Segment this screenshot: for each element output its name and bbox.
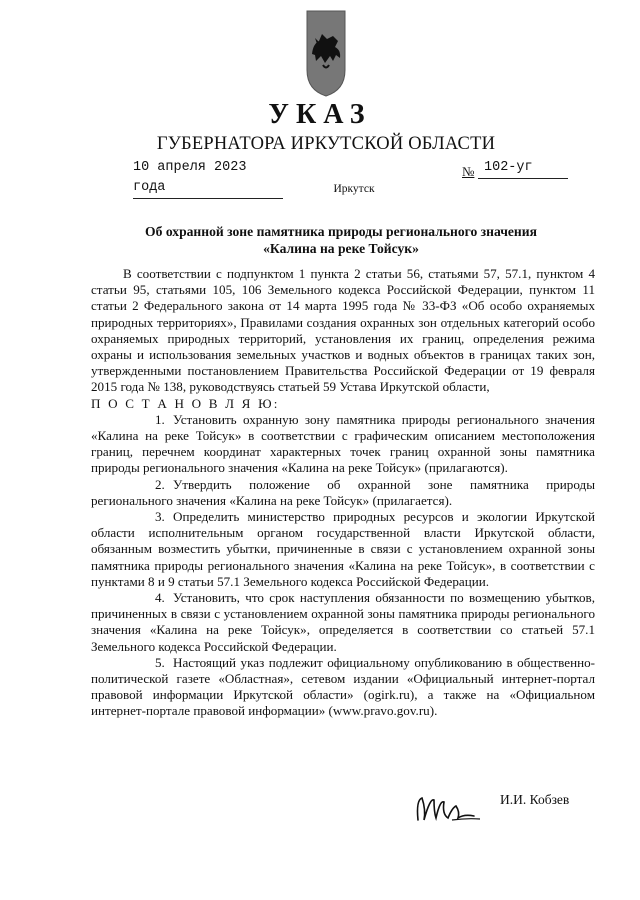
- clause-text: Настоящий указ подлежит официальному опубликованию в общественно-политической газете «Областная», сетевом издании «Официальный интернет-портал правовой информации Иркутской области» (ogirk.ru), а также на «Официальном интернет-портале правовой информации» (www.pravo.gov.ru).: [91, 654, 595, 719]
- document-heading: [0, 223, 640, 257]
- clause-item: [91, 477, 595, 509]
- document-date: 10 апреля 2023 года: [133, 158, 283, 199]
- coat-of-arms-icon: [303, 8, 349, 98]
- issuer-title: ГУБЕРНАТОРА ИРКУТСКОЙ ОБЛАСТИ: [156, 134, 496, 154]
- signer-name: И.И. Кобзев: [500, 792, 570, 807]
- clause-text: Определить министерство природных ресурсов и экологии Иркутской области исполнительным органом государственной власти Иркутской области, обязанным возместить убытки, причиненные в связи с установлением охранной зоны памятника природы регионального значения «Калина на реке Тойсук», в соответствии с пунктами 8 и 9 статьи 57.1 Земельного кодекса Российской Федерации.: [91, 509, 595, 589]
- heading-line-1: Об охранной зоне памятника природы регионального значения: [145, 224, 537, 239]
- clause-number: 2.: [155, 476, 165, 492]
- clause-number: 1.: [155, 411, 165, 427]
- city-name: Иркутск: [333, 183, 375, 195]
- handwritten-signature: [412, 790, 482, 830]
- heading-line-2: «Калина на реке Тойсук»: [263, 241, 419, 256]
- document-number: 102-уг: [478, 158, 568, 179]
- clause-item: [91, 655, 595, 720]
- clause-text: Утвердить положение об охранной зоне памятника природы регионального значения «Калина на реке Тойсук» (прилагается).: [91, 476, 595, 508]
- clause-number: 4.: [155, 590, 165, 606]
- document-body: [91, 266, 595, 720]
- clause-number: 5.: [155, 654, 165, 670]
- number-sign: №: [462, 164, 475, 179]
- clause-text: Установить охранную зону памятника природы регионального значения «Калина на реке Тойсук» в соответствии с графическим описанием местоположения границ, перечнем координат характерных точек границ охранной зоны памятника природы регионального значения «Калина на реке Тойсук» (прилагаются).: [91, 411, 595, 476]
- decree-word: П О С Т А Н О В Л Я Ю:: [91, 395, 280, 411]
- document-title: УКАЗ: [268, 99, 372, 130]
- clause-item: [91, 590, 595, 655]
- clause-number: 3.: [155, 509, 165, 525]
- clause-item: [91, 509, 595, 590]
- clause-item: [91, 412, 595, 477]
- preamble-paragraph: В соответствии с подпунктом 1 пункта 2 статьи 56, статьями 57, 57.1, пунктом 4 статьи 95, статьями 105, 106 Земельного кодекса Российской Федерации, пунктом 11 статьи 2 Федерального закона от 14 марта 1995 года № 33-ФЗ «Об особо охраняемых природных территориях», Правилами создания охранных зон отдельных категорий особо охраняемых природных территорий, установления их границ, определения режима охраны и использования земельных участков и водных объектов в границах таких зон, утвержденными постановлением Правительства Российской Федерации от 19 февраля 2015 года № 138, руководствуясь статьей 59 Устава Иркутской области,: [91, 266, 595, 395]
- clause-text: Установить, что срок наступления обязанности по возмещению убытков, причиненных в связи с установлением охранной зоны памятника природы регионального значения «Калина на реке Тойсук», определяется в соответствии со статьей 57.1 Земельного кодекса Российской Федерации.: [91, 590, 595, 654]
